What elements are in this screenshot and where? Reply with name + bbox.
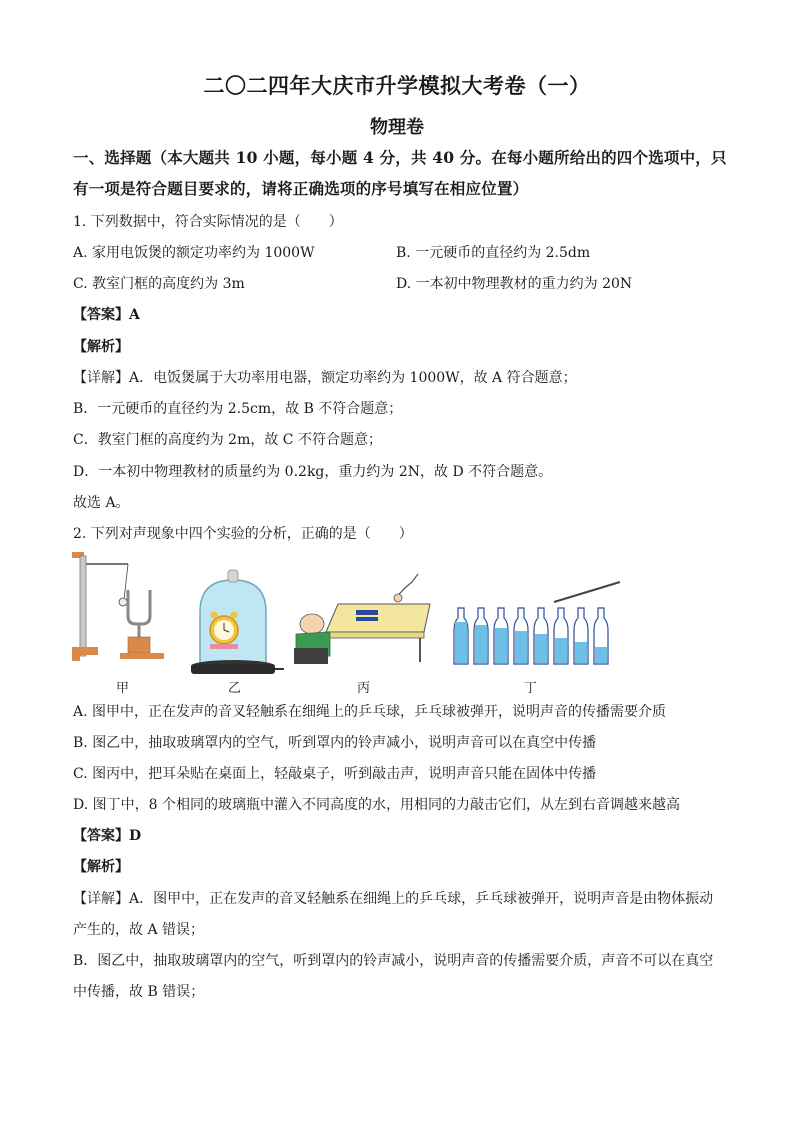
q2-option-d: D. 图丁中，8 个相同的玻璃瓶中灌入不同高度的水，用相同的力敲击它们，从左到右音调越来越高 (73, 797, 680, 813)
q2-stem: 2. 下列对声现象中四个实验的分析，正确的是（ ） (73, 526, 413, 542)
q1-answer: 【答案】A (73, 307, 140, 323)
q2-detail-4: 中传播，故 B 错误； (73, 984, 205, 1000)
caption-ding: 丁 (524, 681, 538, 696)
q1-detail-3: C．教室门框的高度约为 2m，故 C 不符合题意； (73, 432, 382, 448)
fig-jia-tuning-fork (72, 552, 164, 661)
caption-jia: 甲 (116, 681, 130, 696)
q1-option-d: D. 一本初中物理教材的重力约为 20N (396, 276, 633, 292)
fig-ding-bottles (454, 582, 620, 664)
q1-analysis-label: 【解析】 (73, 339, 129, 355)
fig-bing-desk-knocking (294, 574, 430, 664)
q2-detail-2: 产生的，故 A 错误； (73, 922, 205, 938)
caption-yi: 乙 (228, 681, 242, 696)
q1-detail-5: 故选 A。 (73, 495, 130, 511)
caption-bing: 丙 (357, 681, 371, 696)
q2-option-a: A. 图甲中，正在发声的音叉轻触系在细绳上的乒乓球，乒乓球被弹开，说明声音的传播需要介质 (73, 704, 667, 720)
q2-detail-3: B．图乙中，抽取玻璃罩内的空气，听到罩内的铃声减小，说明声音的传播需要介质，声音不可以在真空 (73, 953, 714, 969)
exam-subtitle: 物理卷 (370, 117, 424, 138)
q2-detail-1: 【详解】A．图甲中，正在发声的音叉轻触系在细绳上的乒乓球，乒乓球被弹开，说明声音是由物体振动 (73, 891, 714, 907)
q1-option-c: C. 教室门框的高度约为 3m (73, 276, 245, 292)
q1-detail-4: D．一本初中物理教材的质量约为 0.2kg，重力约为 2N，故 D 不符合题意。 (73, 464, 553, 480)
q2-option-b: B. 图乙中，抽取玻璃罩内的空气，听到罩内的铃声减小，说明声音可以在真空中传播 (73, 735, 597, 751)
q2-analysis-label: 【解析】 (73, 859, 129, 875)
q2-answer: 【答案】D (73, 828, 142, 844)
q1-option-a: A. 家用电饭煲的额定功率约为 1000W (73, 245, 315, 261)
section-heading-line-2: 有一项是符合题目要求的，请将正确选项的序号填写在相应位置） (73, 179, 529, 198)
exam-title: 二〇二四年大庆市升学模拟大考卷（一） (203, 73, 591, 98)
q2-experiment-figures (68, 552, 628, 697)
q1-detail-2: B．一元硬币的直径约为 2.5cm，故 B 不符合题意； (73, 401, 403, 417)
q1-detail-1: 【详解】A．电饭煲属于大功率用电器，额定功率约为 1000W，故 A 符合题意； (73, 370, 577, 386)
fig-yi-bell-jar (191, 570, 284, 674)
q2-option-c: C. 图丙中，把耳朵贴在桌面上，轻敲桌子，听到敲击声，说明声音只能在固体中传播 (73, 766, 597, 782)
q1-stem: 1. 下列数据中，符合实际情况的是（ ） (73, 214, 343, 230)
section-heading-line-1: 一、选择题（本大题共 10 小题，每小题 4 分，共 40 分。在每小题所给出的四个选项中，只 (73, 148, 727, 167)
q1-option-b: B. 一元硬币的直径约为 2.5dm (396, 245, 591, 261)
